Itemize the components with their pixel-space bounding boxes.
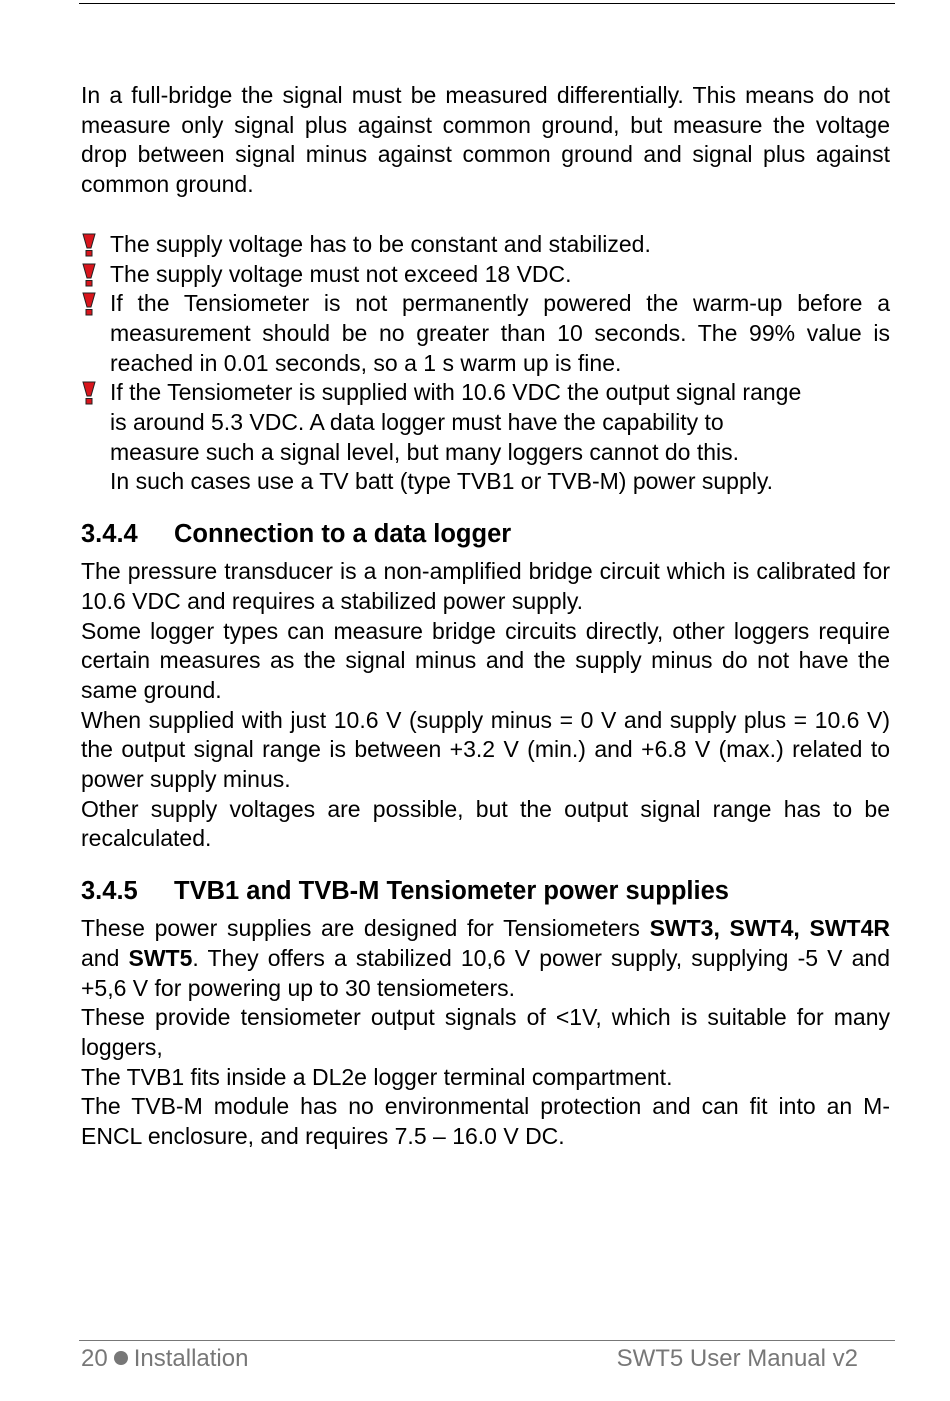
text-run: . They offers a stabilized 10,6 V power supply, supplying -5 V and +5,6 V for powering up to 30 tensiometers.: [81, 944, 890, 1001]
exclamation-warning-icon: [81, 381, 97, 405]
body-paragraph: These provide tensiometer output signals of <1V, which is suitable for many loggers,: [81, 1004, 890, 1060]
warning-text: The supply voltage must not exceed 18 VDC.: [110, 260, 572, 287]
exclamation-warning-icon: [81, 233, 97, 257]
warning-list: [81, 230, 890, 497]
bullet-dot-icon: [114, 1351, 128, 1365]
page-number: 20: [81, 1345, 108, 1372]
exclamation-warning-icon: [81, 263, 97, 287]
body-paragraph: The TVB1 fits inside a DL2e logger terminal compartment.: [81, 1063, 673, 1090]
body-paragraph: Some logger types can measure bridge circuits directly, other loggers require certain measures as the signal minus and the supply minus do not have the same ground.: [81, 617, 890, 703]
model-name-bold: SWT5: [128, 944, 193, 971]
text-run: These power supplies are designed for Tensiometers: [81, 915, 650, 942]
section-title: Connection to a data logger: [174, 520, 512, 549]
header-rule: [79, 3, 895, 4]
section-title: TVB1 and TVB-M Tensiometer power supplies: [174, 877, 729, 906]
warning-item: [81, 260, 890, 290]
exclamation-warning-icon: [81, 292, 97, 316]
footer-manual-title: SWT5 User Manual v2: [616, 1345, 858, 1372]
warning-text-line: is around 5.3 VDC. A data logger must have the capability to: [110, 409, 724, 436]
intro-paragraph: In a full-bridge the signal must be measured differentially. This means do not measure only signal plus against common ground, but measure the voltage drop between signal minus against common ground and signal plus against common ground.: [81, 82, 890, 198]
footer-rule: [79, 1340, 895, 1341]
footer-section: Installation: [133, 1345, 249, 1372]
body-paragraph: The TVB-M module has no environmental protection and can fit into an M-ENCL enclosure, and requires 7.5 – 16.0 V DC.: [81, 1093, 890, 1150]
warning-item: [81, 378, 890, 497]
warning-text-line: measure such a signal level, but many loggers cannot do this.: [110, 438, 740, 465]
body-paragraph: Other supply voltages are possible, but the output signal range has to be recalculated.: [81, 795, 890, 852]
model-names-bold: SWT3, SWT4, SWT4R: [649, 915, 890, 942]
body-paragraph: When supplied with just 10.6 V (supply minus = 0 V and supply plus = 10.6 V) the output signal range is between +3.2 V (min.) and +6.8 V (max.) related to power supply minus.: [81, 706, 890, 793]
text-run: and: [81, 944, 129, 971]
body-paragraph: The pressure transducer is a non-amplified bridge circuit which is calibrated for 10.6 VDC and requires a stabilized power supply.: [81, 558, 890, 614]
page-content: [81, 81, 890, 1152]
warning-text-line: In such cases use a TV batt (type TVB1 or TVB-M) power supply.: [110, 468, 774, 495]
section-heading-3-4-4: [81, 497, 890, 557]
warning-item: [81, 230, 890, 260]
warning-text-line: If the Tensiometer is supplied with 10.6 VDC the output signal range: [110, 379, 802, 406]
section-number: 3.4.5: [81, 877, 138, 906]
footer-left: [81, 1344, 248, 1374]
warning-text: The supply voltage has to be constant and stabilized.: [110, 230, 651, 257]
section-heading-3-4-5: [81, 854, 890, 914]
body-paragraph-models: [81, 914, 890, 1003]
section-number: 3.4.4: [81, 520, 138, 549]
warning-item: [81, 289, 890, 378]
warning-text: If the Tensiometer is not permanently powered the warm-up before a measurement should be no greater than 10 seconds. The 99% value is reached in 0.01 seconds, so a 1 s warm up is fine.: [110, 290, 890, 376]
